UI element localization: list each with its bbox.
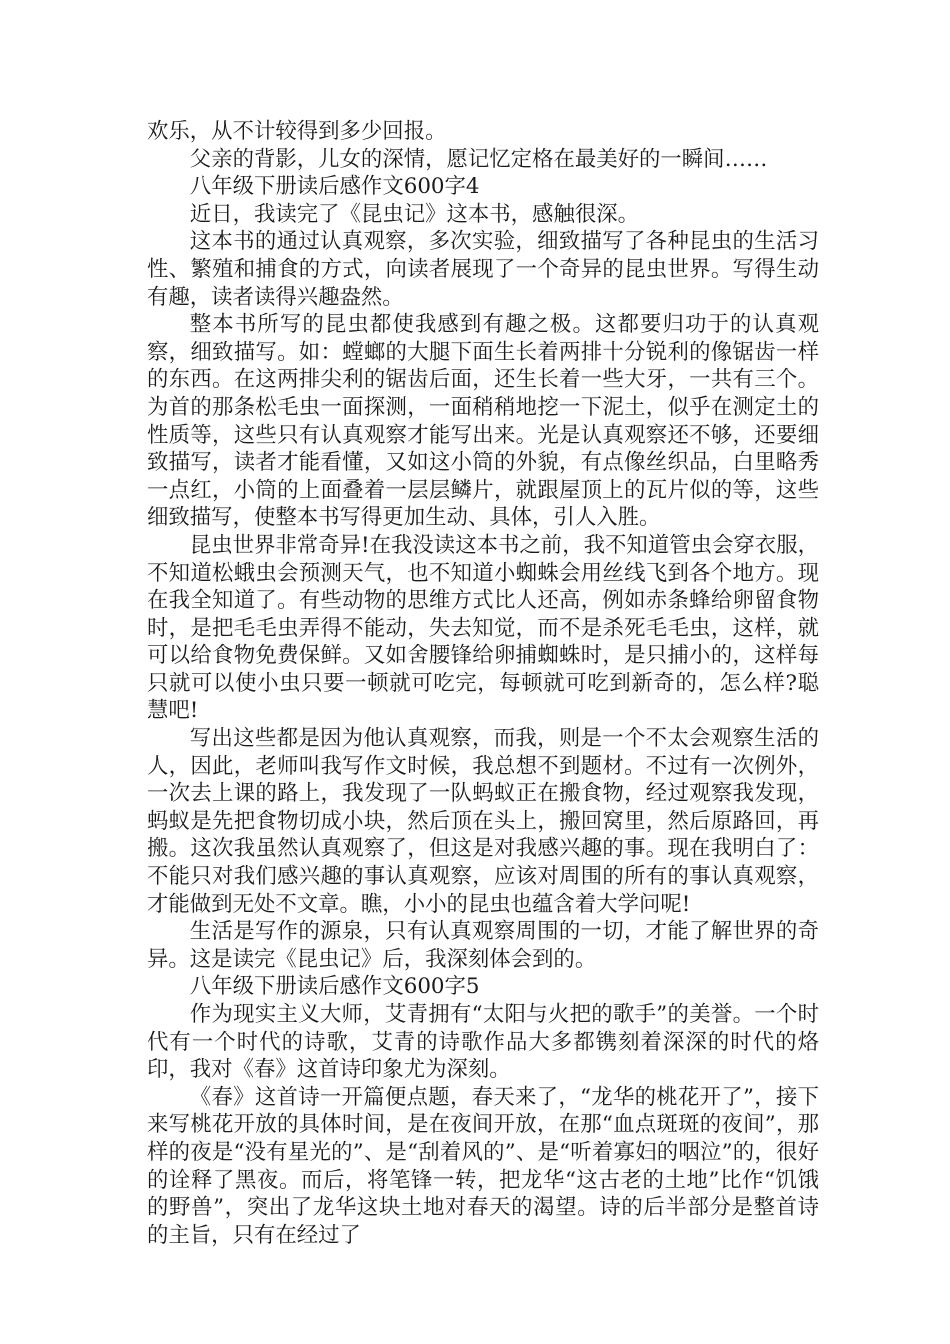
document-page [147,118,819,1249]
section-heading-4: 八年级下册读后感作文600字4 [189,174,480,200]
paragraph-3: 近日，我读完了《昆虫记》这本书，感触很深。 [189,201,640,227]
section-heading-5: 八年级下册读后感作文600字5 [189,974,480,1000]
paragraph-7: 写出这些都是因为他认真观察，而我，则是一个不太会观察生活的人，因此，老师叫我写作文时候，我总想不到题材。不过有一次例外，一次去上课的路上，我发现了一队蚂蚁正在搬食物，经过观察我发现，蚂蚁是先把食物切成小块，然后顶在头上，搬回窝里，然后原路回，再搬。这次我虽然认真观察了，但这是对我感兴趣的事。现在我明白了：不能只对我们感兴趣的事认真观察，应该对周围的所有的事认真观察，才能做到无处不文章。瞧，小小的昆虫也蕴含着大学问呢! [147,726,819,917]
paragraph-6: 昆虫世界非常奇异!在我没读这本书之前，我不知道管虫会穿衣服，不知道松蛾虫会预测天气，也不知道小蜘蛛会用丝线飞到各个地方。现在我全知道了。有些动物的思维方式比人还高，例如赤条蜂给卵留食物时，是把毛毛虫弄得不能动，失去知觉，而不是杀死毛毛虫，这样，就可以给食物免费保鲜。又如舍腰锋给卵捕蜘蛛时，是只捕小的，这样每只就可以使小虫只要一顿就可吃完，每顿就可吃到新奇的，怎么样?聪慧吧! [147,532,819,724]
paragraph-2: 父亲的背影，儿女的深情，愿记忆定格在最美好的一瞬间…… [189,146,768,172]
paragraph-8: 生活是写作的源泉，只有认真观察周围的一切，才能了解世界的奇异。这是读完《昆虫记》后，我深刻体会到的。 [147,919,819,972]
paragraph-4: 这本书的通过认真观察，多次实验，细致描写了各种昆虫的生活习性、繁殖和捕食的方式，向读者展现了一个奇异的昆虫世界。写得生动有趣，读者读得兴趣盎然。 [147,229,819,310]
paragraph-5: 整本书所写的昆虫都使我感到有趣之极。这都要归功于的认真观察，细致描写。如：螳螂的大腿下面生长着两排十分锐利的像锯齿一样的东西。在这两排尖利的锯齿后面，还生长着一些大牙，一共有三个。为首的那条松毛虫一面探测，一面稍稍地挖一下泥土，似乎在测定土的性质等，这些只有认真观察才能写出来。光是认真观察还不够，还要细致描写，读者才能看懂，又如这小筒的外貌，有点像丝织品，白里略秀一点红，小筒的上面叠着一层层鳞片，就跟屋顶上的瓦片似的等，这些细致描写，使整本书写得更加生动、具体，引人入胜。 [147,312,819,531]
paragraph-10: 《春》这首诗一开篇便点题，春天来了，“龙华的桃花开了”，接下来写桃花开放的具体时间，是在夜间开放，在那“血点斑斑的夜间”，那样的夜是“没有星光的”、是“刮着风的”、是“听着寡妇的咽泣”的，很好的诠释了黑夜。而后，将笔锋一转，把龙华“这古老的土地”比作“饥饿的野兽”，突出了龙华这块土地对春天的渴望。诗的后半部分是整首诗的主旨，只有在经过了 [147,1084,819,1248]
paragraph-9: 作为现实主义大师，艾青拥有“太阳与火把的歌手”的美誉。一个时代有一个时代的诗歌，艾青的诗歌作品大多都镌刻着深深的时代的烙印，我对《春》这首诗印象尤为深刻。 [147,1002,819,1083]
paragraph-1: 欢乐，从不计较得到多少回报。 [147,119,447,144]
